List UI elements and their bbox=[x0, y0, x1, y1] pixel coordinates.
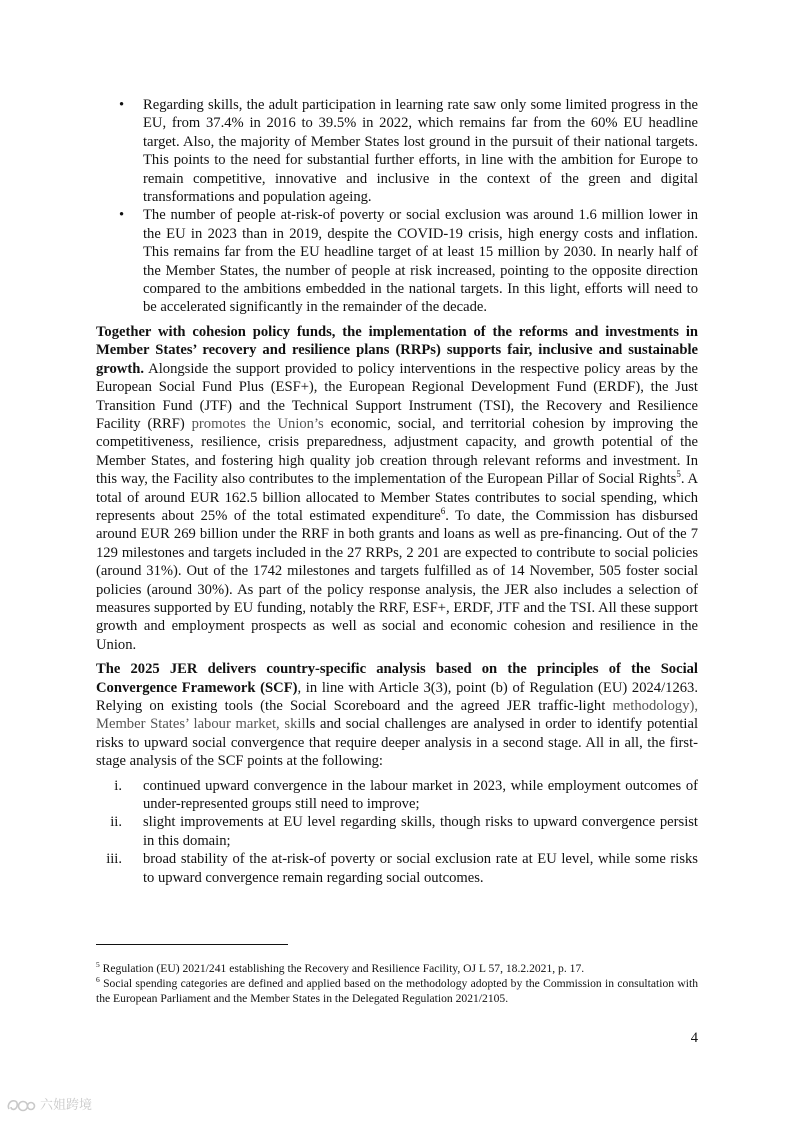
watermark-text: 六姐跨境 bbox=[40, 1098, 93, 1113]
list-item-text: continued upward convergence in the labour market in 2023, while employment outcomes of under-represented groups still need to improve; bbox=[143, 777, 698, 813]
list-item-text: broad stability of the at-risk-of poverty or social exclusion rate at EU level, while some risks to upward convergence remain regarding social outcomes. bbox=[143, 851, 698, 886]
footnote-number: 6 bbox=[96, 975, 100, 985]
list-item bbox=[96, 850, 698, 887]
paragraph-text: Alongside the support provided to policy interventions in the respective policy areas by the European Social Fund Plus (ESF+), the European Regional Development Fund (ERDF), the Just Transition Fund (JTF) and the Technical Support Instrument (TSI), the Recovery and Resilience Facility (RRF) bbox=[96, 360, 698, 432]
paragraph-text: economic, social, and territorial cohesion by improving the competitiveness, resilience, crisis preparedness, adjustment capacity, and growth potential of the Member States, and fostering high quality job creation through relevant reforms and investment. In this way, the Facility also contributes to the implementation of the European Pillar of Social Rights bbox=[96, 415, 698, 488]
bullet-item-poverty bbox=[96, 206, 698, 316]
paragraph-text: . To date, the Commission has disbursed around EUR 269 billion under the RRF in both grants and loans as well as pre-financing. Out of the 7 129 milestones and targets included in the 27 RRPs, 2 201 are expected to contribute to social policies (around 31%). Out of the 1742 milestones and targets fulfilled as of 14 November, 505 foster social policies (around 30%). As part of the policy response analysis, the JER also includes a selection of measures supported by EU funding, notably the RRF, ESF+, ERDF, JTF and the TSI. All these support growth and employment prospects as well as social and economic cohesion and resilience in the Union. bbox=[96, 507, 698, 653]
paragraph-text-gray: methodology), Member States’ labour market, skil bbox=[96, 698, 698, 733]
paragraph-lead-bold: The 2025 JER delivers country-specific analysis based on the principles of the Social Convergence Framework (SCF) bbox=[96, 661, 698, 696]
paragraph-lead-bold: Together with cohesion policy funds, the implementation of the reforms and investments in Member States’ recovery and resilience plans (RRPs) supports fair, inclusive and sustainable growth. bbox=[96, 323, 698, 377]
watermark bbox=[6, 1095, 116, 1117]
footnote-text: Regulation (EU) 2021/241 establishing the Recovery and Resilience Facility, OJ L 57, 18.2.2021, p. 17. bbox=[99, 962, 585, 975]
paragraph-text: . A total of around EUR 162.5 billion allocated to Member States contributes to social spending, which represents about 25% of the total estimated expenditure bbox=[96, 471, 699, 524]
footnote-6 bbox=[96, 976, 698, 1006]
footnote-text: Social spending categories are defined and applied based on the methodology adopted by the Commission in consultation with the European Parliament and the Member States in the Delegated Regulation 2021/2105. bbox=[96, 977, 698, 1005]
bullet-item-skills bbox=[96, 96, 698, 206]
paragraph-text: ls and social challenges are analysed in order to identify potential risks to upward social convergence that require deeper analysis in a second stage. All in all, the first-stage analysis of the SCF points at the following: bbox=[96, 716, 699, 770]
scf-findings-list bbox=[96, 777, 698, 887]
footnote-5 bbox=[96, 961, 698, 976]
bullet-text: Regarding skills, the adult participation in learning rate saw only some limited progress in the EU, from 37.4% in 2016 to 39.5% in 2022, which remains far from the 60% EU headline target. Also, the majority of Member States lost ground in the pursuit of their national targets. This points to the need for substantial further efforts, in line with the ambition for Europe to remain competitive, innovative and inclusive in the context of the green and digital transformations and population ageing. bbox=[143, 97, 698, 206]
footnote-divider bbox=[96, 944, 288, 945]
paragraph-scf-analysis bbox=[96, 660, 698, 770]
paragraph-text: , in line with Article 3(3), point (b) of Regulation (EU) 2024/1263. Relying on existing tools (the Social Scoreboard and the agreed JER traffic-light bbox=[96, 679, 698, 714]
paragraph-text-gray: promotes the Union’s bbox=[191, 415, 324, 432]
bullet-text: The number of people at-risk-of poverty or social exclusion was around 1.6 million lower in the EU in 2023 than in 2019, despite the COVID-19 crisis, high energy costs and inflation. This remains far from the EU headline target of at least 15 million by 2030. In nearly half of the Member States, the number of people at risk increased, pointing to the opposite direction compared to the ambitions embedded in the national targets. In this light, efforts will need to be accelerated significantly in the remainder of the decade. bbox=[143, 207, 698, 316]
footnotes bbox=[96, 961, 698, 1006]
document-body bbox=[96, 96, 698, 887]
footnote-number: 5 bbox=[96, 960, 100, 970]
page-number: 4 bbox=[690, 1030, 698, 1046]
list-item bbox=[96, 777, 698, 814]
watermark-logo-icon bbox=[6, 1097, 36, 1115]
summary-bullet-list bbox=[96, 96, 698, 317]
footnote-ref-6[interactable]: 6 bbox=[440, 506, 446, 517]
list-item-number: i. bbox=[114, 777, 122, 794]
list-item-text: slight improvements at EU level regarding skills, though risks to upward convergence persist in this domain; bbox=[143, 814, 698, 849]
list-item bbox=[96, 813, 698, 850]
list-item-number: ii. bbox=[110, 814, 122, 831]
footnote-ref-5[interactable]: 5 bbox=[676, 469, 681, 480]
bullet-icon: • bbox=[119, 97, 125, 113]
list-item-number: iii. bbox=[106, 851, 122, 868]
bullet-icon: • bbox=[119, 207, 125, 224]
paragraph-cohesion-rrf bbox=[96, 323, 698, 654]
